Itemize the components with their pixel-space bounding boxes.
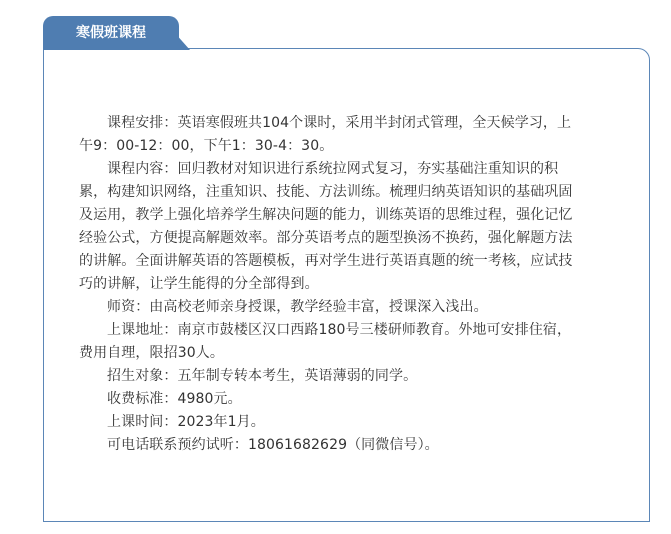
paragraph-course-content: 课程内容：回归教材对知识进行系统拉网式复习，夯实基础注重知识的积累，构建知识网络，注重知识、技能、方法训练。梳理归纳英语知识的基础巩固及运用，教学上强化培养学生解决问题的能力，训练英语的思维过程，强化记忆经验公式，方便提高解题效率。部分英语考点的题型换汤不换药，强化解题方法的讲解。全面讲解英语的答题模板，再对学生进行英语真题的统一考核，应试技巧的讲解，让学生能得的分全部得到。 [79,161,573,292]
course-content [79,112,579,457]
paragraph-fee: 收费标准：4980元。 [107,391,242,407]
course-tab-label: 寒假班课程 [43,16,179,50]
paragraph-class-time: 上课时间：2023年1月。 [107,414,265,430]
paragraph-teachers: 师资：由高校老师亲身授课，教学经验丰富，授课深入浅出。 [107,299,488,315]
paragraph-address: 上课地址：南京市鼓楼区汉口西路180号三楼研师教育。外地可安排住宿，费用自理，限招30人。 [79,322,572,361]
tab-slant-decoration [174,32,190,50]
paragraph-contact-phone[interactable]: 可电话联系预约试听：18061682629（同微信号）。 [107,437,439,453]
paragraph-target-students: 招生对象：五年制专转本考生，英语薄弱的同学。 [107,368,418,384]
paragraph-schedule: 课程安排：英语寒假班共104个课时，采用半封闭式管理，全天候学习，上午9：00-12：00，下午1：30-4：30。 [79,115,572,154]
